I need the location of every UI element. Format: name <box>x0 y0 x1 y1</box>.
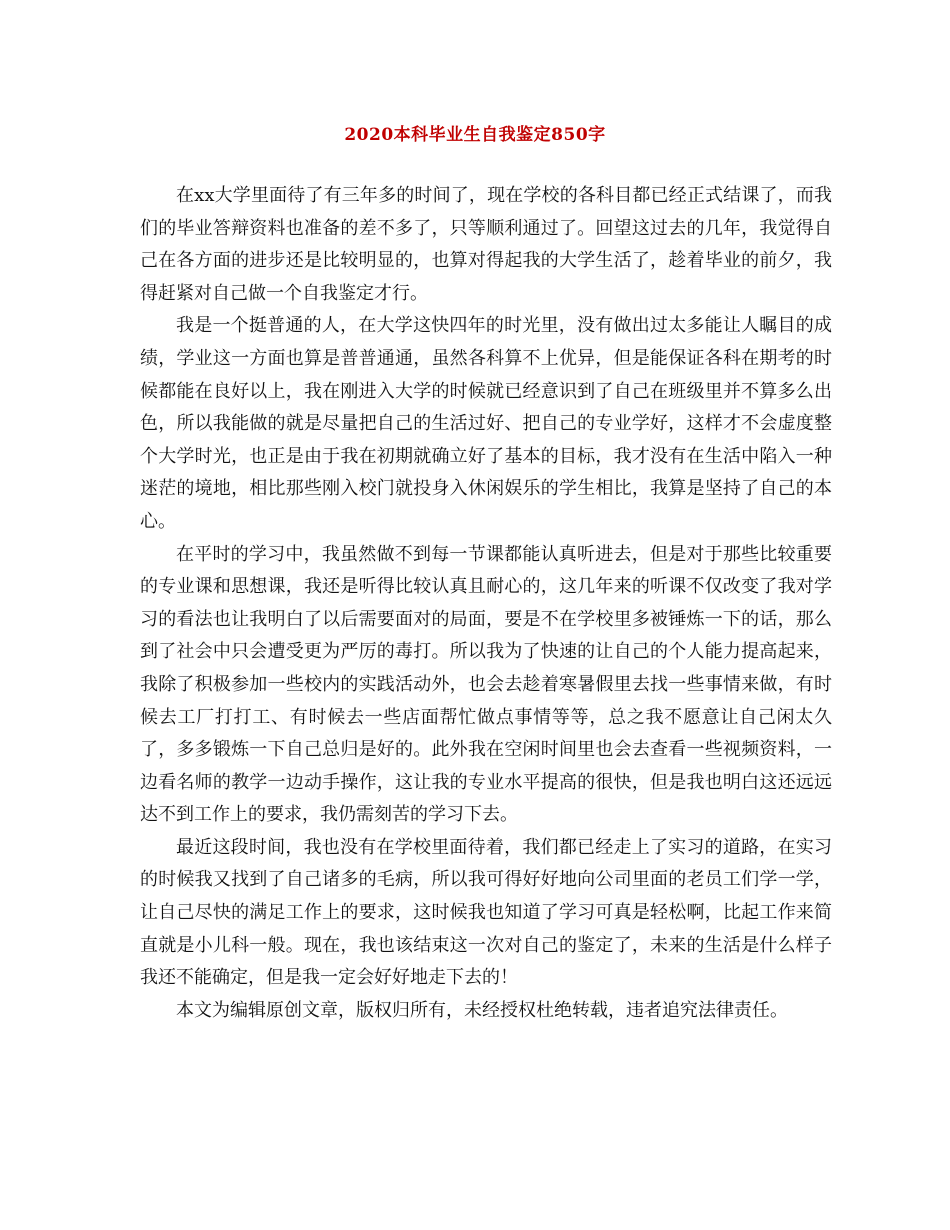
document-body <box>140 180 832 1027</box>
paragraph-2: 我是一个挺普通的人，在大学这快四年的时光里，没有做出过太多能让人瞩目的成绩，学业这一方面也算是普普通通，虽然各科算不上优异，但是能保证各科在期考的时候都能在良好以上，我在刚进入大学的时候就已经意识到了自己在班级里并不算多么出色，所以我能做的就是尽量把自己的生活过好、把自己的专业学好，这样才不会虚度整个大学时光，也正是由于我在初期就确立好了基本的目标，我才没有在生活中陷入一种迷茫的境地，相比那些刚入校门就投身入休闲娱乐的学生相比，我算是坚持了自己的本心。 <box>140 315 832 532</box>
paragraph-3: 在平时的学习中，我虽然做不到每一节课都能认真听进去，但是对于那些比较重要的专业课和思想课，我还是听得比较认真且耐心的，这几年来的听课不仅改变了我对学习的看法也让我明白了以后需要面对的局面，要是不在学校里多被锤炼一下的话，那么到了社会中只会遭受更为严厉的毒打。所以我为了快速的让自己的个人能力提高起来，我除了积极参加一些校内的实践活动外，也会去趁着寒暑假里去找一些事情来做，有时候去工厂打打工、有时候去一些店面帮忙做点事情等等，总之我不愿意让自己闲太久了，多多锻炼一下自己总归是好的。此外我在空闲时间里也会去查看一些视频资料，一边看名师的教学一边动手操作，这让我的专业水平提高的很快，但是我也明白这还远远达不到工作上的要求，我仍需刻苦的学习下去。 <box>140 543 832 826</box>
document-title: 2020本科毕业生自我鉴定850字 <box>344 125 606 145</box>
paragraph-4: 最近这段时间，我也没有在学校里面待着，我们都已经走上了实习的道路，在实习的时候我又找到了自己诸多的毛病，所以我可得好好地向公司里面的老员工们学一学，让自己尽快的满足工作上的要求，这时候我也知道了学习可真是轻松啊，比起工作来简直就是小儿科一般。现在，我也该结束这一次对自己的鉴定了，未来的生活是什么样子我还不能确定，但是我一定会好好地走下去的！ <box>140 836 832 989</box>
copyright-notice: 本文为编辑原创文章，版权归所有，未经授权杜绝转载，违者追究法律责任。 <box>176 999 788 1021</box>
paragraph-1: 在xx大学里面待了有三年多的时间了，现在学校的各科目都已经正式结课了，而我们的毕业答辩资料也准备的差不多了，只等顺利通过了。回望这过去的几年，我觉得自己在各方面的进步还是比较明显的，也算对得起我的大学生活了，趁着毕业的前夕，我得赶紧对自己做一个自我鉴定才行。 <box>140 185 832 304</box>
